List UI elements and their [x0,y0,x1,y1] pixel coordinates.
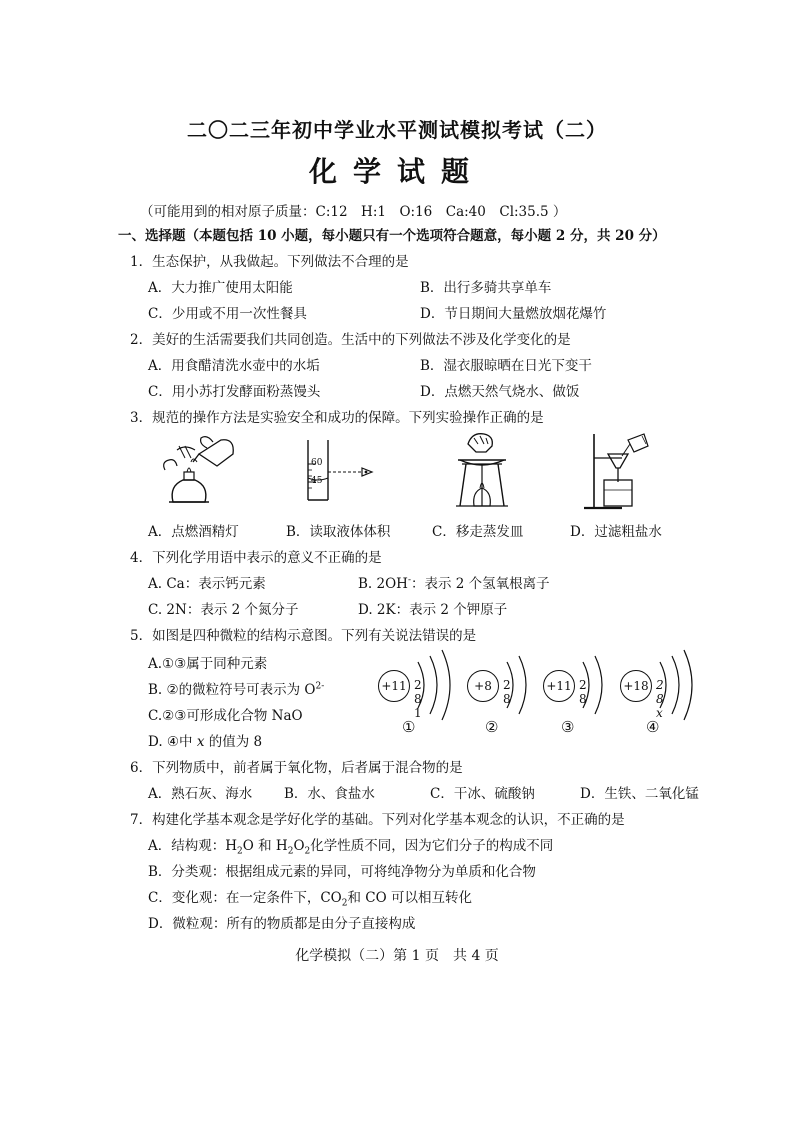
section1-heading: 一、选择题（本题包括 10 小题，每小题只有一个选项符合题意，每小题 2 分，共 20 分） [118,228,666,244]
cylinder-tick-45: 45 [311,476,323,486]
particle-1-nucleus: +11 [378,670,410,702]
q7-option-d: D．微粒观：所有的物质都是由分子直接构成 [148,916,416,932]
particle-1-electrons: 2 8 1 [414,678,424,720]
q2-option-b: B．湿衣服晾晒在日光下变干 [420,358,592,374]
q1-option-d: D．节日期间大量燃放烟花爆竹 [420,306,607,322]
particle-4-label: ④ [646,718,660,736]
q3-option-a: A．点燃酒精灯 [148,524,239,540]
particle-1-shells-arcs [398,648,458,728]
q2-option-c: C．用小苏打发酵面粉蒸馒头 [148,384,321,400]
q4-option-c: C. 2N：表示 2 个氮分子 [148,602,299,618]
q7-stem: 7．构建化学基本观念是学好化学的基础。下列对化学基本观念的认识，不正确的是 [130,812,625,828]
q6-option-b: B．水、食盐水 [284,786,375,802]
particle-1-label: ① [402,718,416,736]
particle-3-label: ③ [561,718,575,736]
q6-option-a: A．熟石灰、海水 [148,786,253,802]
q3-option-c: C．移走蒸发皿 [432,524,524,540]
graduated-cylinder-illustration [300,438,380,502]
q2-option-d: D．点燃天然气烧水、做饭 [420,384,580,400]
q1-stem: 1．生态保护，从我做起。下列做法不合理的是 [130,254,409,270]
q5-option-c: C.②③可形成化合物 NaO [148,708,303,724]
q4-option-a: A. Ca：表示钙元素 [148,576,266,592]
evaporating-dish-illustration [452,430,512,510]
particle-4-electrons: 2 8 x [656,678,666,720]
q6-option-c: C．干冰、硫酸钠 [430,786,535,802]
q5-stem: 5．如图是四种微粒的结构示意图。下列有关说法错误的是 [130,628,477,644]
alcohol-lamp-illustration [155,432,245,512]
cylinder-tick-60: 60 [311,458,323,468]
particle-3-electrons: 2 8 [579,678,589,706]
particle-4-nucleus: +18 [620,670,652,702]
q1-option-b: B．出行多骑共享单车 [420,280,552,296]
q2-stem: 2．美好的生活需要我们共同创造。生活中的下列做法不涉及化学变化的是 [130,332,571,348]
particle-2-nucleus: +8 [467,670,499,702]
q2-option-a: A．用食醋清洗水壶中的水垢 [148,358,320,374]
atomic-masses-note: （可能用到的相对原子质量：C:12 H:1 O:16 Ca:40 Cl:35.5 ） [140,204,567,220]
q5-option-b: B. ②的微粒符号可表示为 $O^{2-}$ [148,681,325,698]
q5-option-d: D. ④中 x 的值为 8 [148,734,263,750]
q7-option-a: A．结构观：$H_2O$ 和 $H_2O_2$化学性质不同，因为它们分子的构成不同 [148,838,554,857]
q4-option-d: D. 2K：表示 2 个钾原子 [358,602,508,618]
particle-2-label: ② [485,718,499,736]
exam-title: 二〇二三年初中学业水平测试模拟考试（二） [187,118,607,142]
q3-option-d: D．过滤粗盐水 [570,524,662,540]
q6-option-d: D．生铁、二氧化锰 [580,786,699,802]
q6-stem: 6．下列物质中，前者属于氧化物，后者属于混合物的是 [130,760,463,776]
subject-title: 化学试题 [308,155,485,188]
page-footer: 化学模拟（二）第 1 页 共 4 页 [295,948,499,964]
q7-option-b: B．分类观：根据组成元素的异同，可将纯净物分为单质和化合物 [148,864,536,880]
q1-option-a: A．大力推广使用太阳能 [148,280,293,296]
filtration-illustration [582,428,652,512]
q7-option-c: C．变化观：在一定条件下，$CO_2$和 CO 可以相互转化 [148,890,472,909]
q4-option-b: B. 2OH-：表示 2 个氢氧根离子 [358,575,550,592]
q3-stem: 3．规范的操作方法是实验安全和成功的保障。下列实验操作正确的是 [130,410,544,426]
q5-option-a: A.①③属于同种元素 [148,656,268,672]
particle-2-electrons: 2 8 [503,678,513,706]
particle-4-shells-arcs [640,648,704,728]
q3-option-b: B．读取液体体积 [286,524,391,540]
q1-option-c: C．少用或不用一次性餐具 [148,306,307,322]
particle-3-nucleus: +11 [543,670,575,702]
q4-stem: 4．下列化学用语中表示的意义不正确的是 [130,550,382,566]
